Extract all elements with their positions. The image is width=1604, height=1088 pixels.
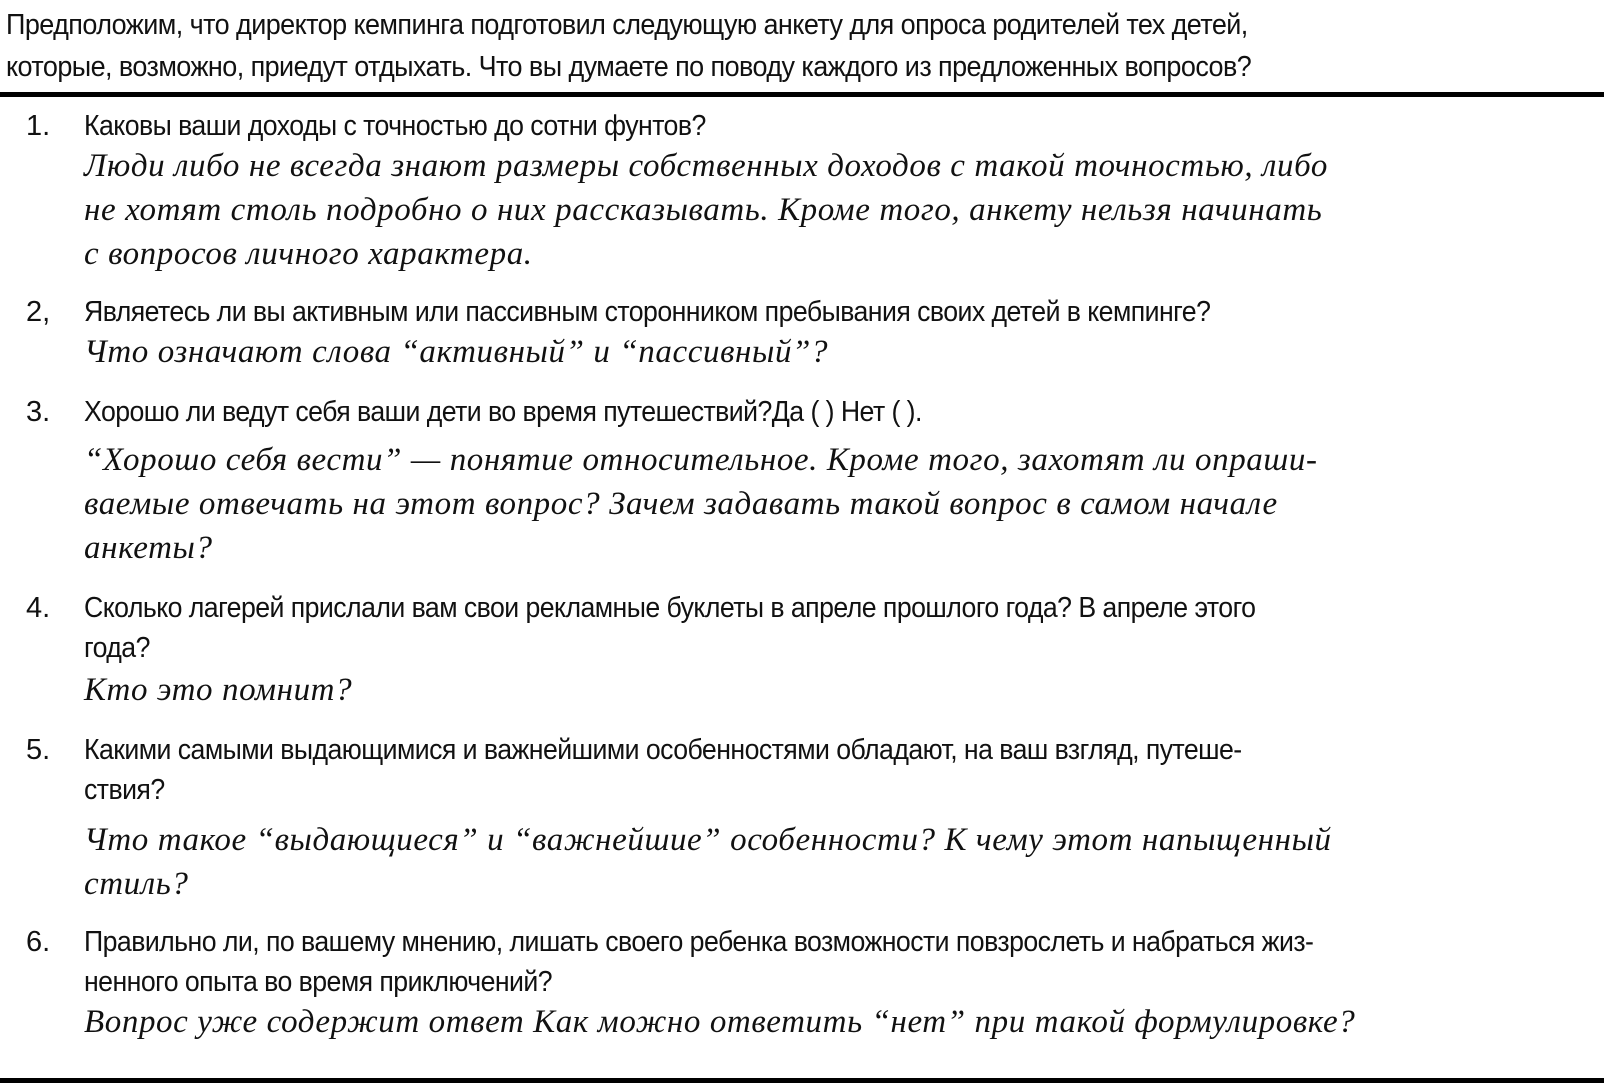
question-line: ствия? — [84, 774, 165, 806]
item-number: 6. — [26, 926, 51, 958]
item-number: 1. — [26, 110, 51, 142]
answer-text — [84, 1000, 1355, 1044]
item-number: 3. — [26, 396, 51, 428]
item-number: 5. — [26, 734, 51, 766]
question-line: Правильно ли, по вашему мнению, лишать своего ребенка возможности повзрослеть и набраться жиз- — [84, 926, 1314, 958]
answer-text — [84, 330, 828, 374]
answer-line: Кто это помнит? — [84, 672, 353, 708]
answer-line: Что означают слова “активный” и “пассивный”? — [84, 334, 829, 370]
item-number: 2, — [26, 296, 51, 328]
question-line: Хорошо ли ведут себя ваши дети во время путешествий?Да ( ) Нет ( ). — [84, 396, 922, 428]
answer-text — [84, 144, 1328, 276]
answer-line: Люди либо не всегда знают размеры собственных доходов с такой точностью, либо — [84, 148, 1328, 184]
header-rule — [0, 92, 1604, 97]
answer-text — [84, 818, 1332, 906]
answer-text — [84, 668, 352, 712]
question-line: ненного опыта во время приключений? — [84, 966, 553, 998]
intro-line: которые, возможно, приедут отдыхать. Что вы думаете по поводу каждого из предложенных вопросов? — [6, 51, 1252, 83]
question-text — [84, 392, 922, 432]
question-line: Являетесь ли вы активным или пассивным сторонником пребывания своих детей в кемпинге? — [84, 296, 1211, 328]
question-text — [84, 292, 1210, 332]
answer-line: стиль? — [84, 866, 189, 902]
answer-line: Вопрос уже содержит ответ Как можно ответить “нет” при такой формулировке? — [84, 1004, 1356, 1040]
question-line: Какими самыми выдающимися и важнейшими особенностями обладают, на ваш взгляд, путеше- — [84, 734, 1242, 766]
question-text — [84, 106, 706, 146]
answer-line: Что такое “выдающиеся” и “важнейшие” особенности? К чему этот напыщенный — [84, 822, 1332, 858]
answer-line: “Хорошо себя вести” — понятие относительное. Кроме того, захотят ли опраши- — [84, 442, 1318, 478]
question-text — [84, 922, 1313, 1002]
answer-line: ваемые отвечать на этот вопрос? Зачем задавать такой вопрос в самом начале — [84, 486, 1278, 522]
question-line: Сколько лагерей прислали вам свои рекламные буклеты в апреле прошлого года? В апреле этого — [84, 592, 1256, 624]
question-text — [84, 730, 1242, 810]
question-line: Каковы ваши доходы с точностью до сотни фунтов? — [84, 110, 706, 142]
intro-line: Предположим, что директор кемпинга подготовил следующую анкету для опроса родителей тех детей, — [6, 9, 1248, 41]
answer-text — [84, 438, 1318, 570]
question-line: года? — [84, 632, 150, 664]
answer-line: с вопросов личного характера. — [84, 236, 533, 272]
answer-line: анкеты? — [84, 530, 213, 566]
item-number: 4. — [26, 592, 51, 624]
footer-rule — [0, 1078, 1604, 1083]
intro-paragraph — [6, 4, 1485, 88]
question-text — [84, 588, 1255, 668]
answer-line: не хотят столь подробно о них рассказывать. Кроме того, анкету нельзя начинать — [84, 192, 1323, 228]
